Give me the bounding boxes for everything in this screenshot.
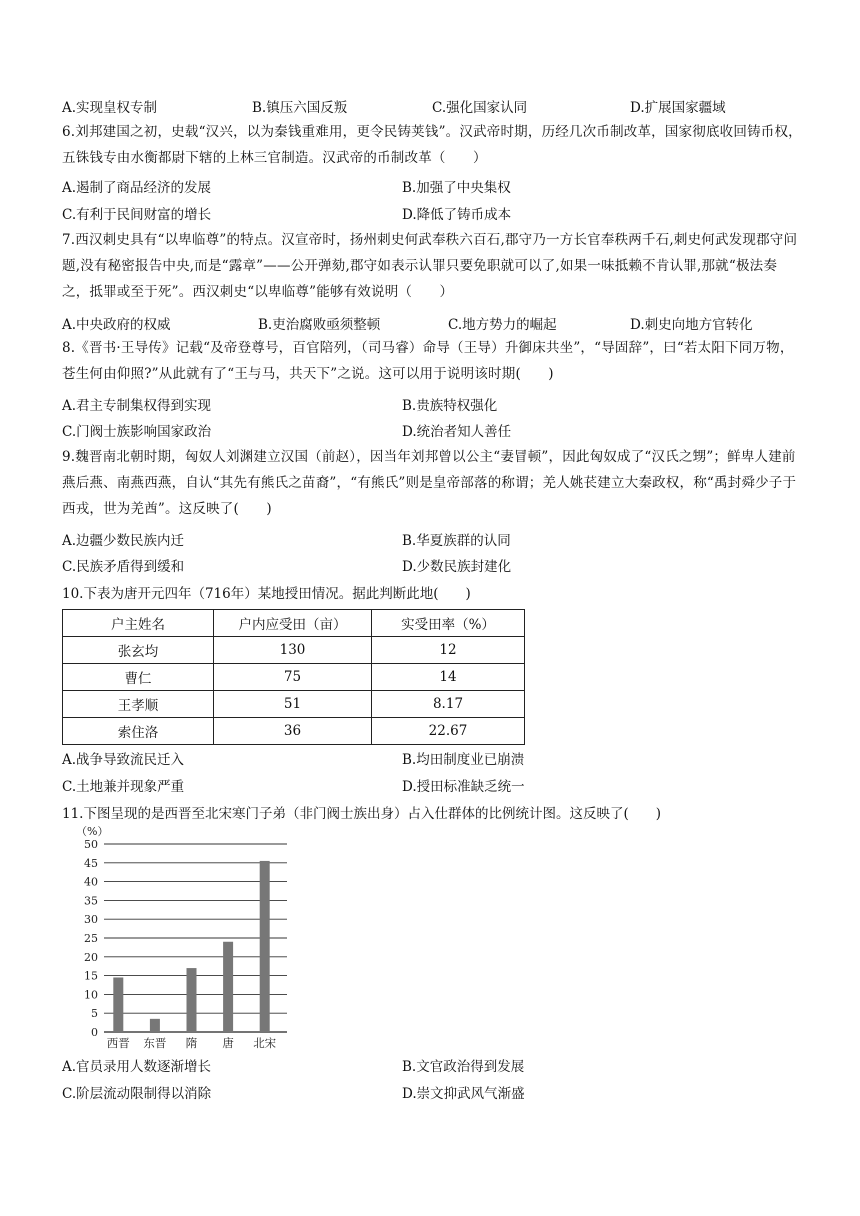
q9-option-b[interactable]: B.华夏族群的认同 <box>402 533 511 549</box>
q9-option-d[interactable]: D.少数民族封建化 <box>402 559 512 575</box>
q8-option-a[interactable]: A.君主专制集权得到实现 <box>62 398 212 414</box>
x-tick-label: 东晋 <box>143 1036 167 1050</box>
table-header-row <box>63 610 525 637</box>
q11-option-d[interactable]: D.崇文抑武风气渐盛 <box>402 1086 525 1102</box>
y-tick-label: 40 <box>84 875 98 889</box>
table-cell: 王孝顺 <box>63 691 214 718</box>
y-tick-label: 25 <box>84 932 98 945</box>
land-allotment-table <box>62 609 525 745</box>
q6-stem: 6.刘邦建国之初，史载“汉兴，以为秦钱重难用，更令民铸荚钱”。汉武帝时期，历经几次币制改革，国家彻底收回铸币权，五铢钱专由水衡都尉下辖的上林三官制造。汉武帝的币制改革（ ） <box>62 124 802 166</box>
q8-option-d[interactable]: D.统治者知人善任 <box>402 424 512 440</box>
table-cell: 130 <box>214 637 372 664</box>
q6-option-b[interactable]: B.加强了中央集权 <box>402 180 511 196</box>
q9-stem: 9.魏晋南北朝时期，匈奴人刘渊建立汉国（前赵），因当年刘邦曾以公主“妻冒顿”，因此匈奴成了“汉氏之甥”；鲜卑人建前燕后燕、南燕西燕，自认“其先有熊氏之苗裔”，“有熊氏”则是皇帝部落的称谓；羌人姚苌建立大秦政权，称“禹封舜少子于西戎，世为羌酋”。这反映了( ) <box>62 449 797 517</box>
q9-option-a[interactable]: A.边疆少数民族内迁 <box>62 533 185 549</box>
table-cell: 75 <box>214 664 372 691</box>
table-cell: 索住洛 <box>63 718 214 745</box>
table-header: 实受田率（%） <box>372 610 525 637</box>
q8-option-c[interactable]: C.门阀士族影响国家政治 <box>62 424 212 440</box>
q6-option-a[interactable]: A.遏制了商品经济的发展 <box>62 180 212 196</box>
q7-option-d[interactable]: D.刺史向地方官转化 <box>630 317 753 333</box>
y-tick-label: 0 <box>91 1026 98 1039</box>
q7-stem: 7.西汉刺史具有“以卑临尊”的特点。汉宣帝时，扬州刺史何武奉秩六百石,郡守乃一方长官奉秩两千石,刺史何武发现郡守问题,没有秘密报告中央,而是“露章”——公开弹劾,郡守如表示认罪只要免职就可以了,如果一味抵赖不肯认罪,那就“极法奏之，抵罪或至于死”。西汉刺史“以卑临尊”能够有效说明（ ） <box>62 232 798 300</box>
table-cell: 22.67 <box>372 718 525 745</box>
y-axis-label: （%） <box>76 825 109 838</box>
y-tick-label: 15 <box>84 969 98 983</box>
x-tick-label: 唐 <box>222 1036 234 1050</box>
x-tick-label: 北宋 <box>253 1036 277 1050</box>
q5-option-b[interactable]: B.镇压六国反叛 <box>252 100 348 116</box>
q11-option-c[interactable]: C.阶层流动限制得以消除 <box>62 1086 212 1102</box>
bar <box>113 977 123 1032</box>
q6-option-c[interactable]: C.有利于民间财富的增长 <box>62 207 212 223</box>
table-row <box>63 718 525 745</box>
y-tick-label: 35 <box>84 894 98 908</box>
bar <box>150 1019 160 1032</box>
table-cell: 12 <box>372 637 525 664</box>
q7-option-a[interactable]: A.中央政府的权威 <box>62 317 171 333</box>
table-row <box>63 691 525 718</box>
x-tick-label: 西晋 <box>106 1036 130 1050</box>
table-cell: 36 <box>214 718 372 745</box>
table-cell: 8.17 <box>372 691 525 718</box>
bar <box>187 968 197 1032</box>
table-row <box>63 664 525 691</box>
bar <box>260 861 270 1032</box>
q8-option-b[interactable]: B.贵族特权强化 <box>402 398 498 414</box>
x-tick-label: 隋 <box>185 1036 198 1050</box>
table-header: 户主姓名 <box>63 610 214 637</box>
table-cell: 51 <box>214 691 372 718</box>
y-tick-label: 20 <box>84 950 98 964</box>
bar <box>223 942 233 1032</box>
table-header: 户内应受田（亩） <box>214 610 372 637</box>
q7-option-b[interactable]: B.吏治腐败亟须整顿 <box>258 317 381 333</box>
table-cell: 张玄均 <box>63 637 214 664</box>
table-row <box>63 637 525 664</box>
q11-option-a[interactable]: A.官员录用人数逐渐增长 <box>62 1059 212 1075</box>
q11-option-b[interactable]: B.文官政治得到发展 <box>402 1059 525 1075</box>
q9-option-c[interactable]: C.民族矛盾得到缓和 <box>62 559 185 575</box>
q6-option-d[interactable]: D.降低了铸币成本 <box>402 207 512 223</box>
q8-stem: 8.《晋书·王导传》记载“及帝登尊号，百官陪列，（司马睿）命导（王导）升御床共坐”，“导固辞”，曰“若太阳下同万物，苍生何由仰照?”从此就有了“王与马，共天下”之说。这可以用于说明该时期( ) <box>62 340 794 382</box>
q10-option-c[interactable]: C.土地兼并现象严重 <box>62 779 185 795</box>
q10-option-a[interactable]: A.战争导致流民迁入 <box>62 752 185 768</box>
y-tick-label: 30 <box>84 913 98 927</box>
q5-option-d[interactable]: D.扩展国家疆域 <box>630 100 726 116</box>
bar-chart <box>62 822 302 1052</box>
q11-stem: 11.下图呈现的是西晋至北宋寒门子弟（非门阀士族出身）占入仕群体的比例统计图。这反映了( ) <box>62 806 662 822</box>
q7-option-c[interactable]: C.地方势力的崛起 <box>448 317 557 333</box>
y-tick-label: 45 <box>84 856 98 870</box>
q5-option-a[interactable]: A.实现皇权专制 <box>62 100 158 116</box>
q10-option-b[interactable]: B.均田制度业已崩溃 <box>402 752 525 768</box>
table-cell: 14 <box>372 664 525 691</box>
q10-option-d[interactable]: D.授田标准缺乏统一 <box>402 779 525 795</box>
table-cell: 曹仁 <box>63 664 214 691</box>
q5-option-c[interactable]: C.强化国家认同 <box>432 100 528 116</box>
y-tick-label: 10 <box>84 988 98 1002</box>
q10-stem: 10.下表为唐开元四年（716年）某地授田情况。据此判断此地( ) <box>62 586 471 602</box>
y-tick-label: 5 <box>91 1007 98 1021</box>
y-tick-label: 50 <box>84 838 98 851</box>
